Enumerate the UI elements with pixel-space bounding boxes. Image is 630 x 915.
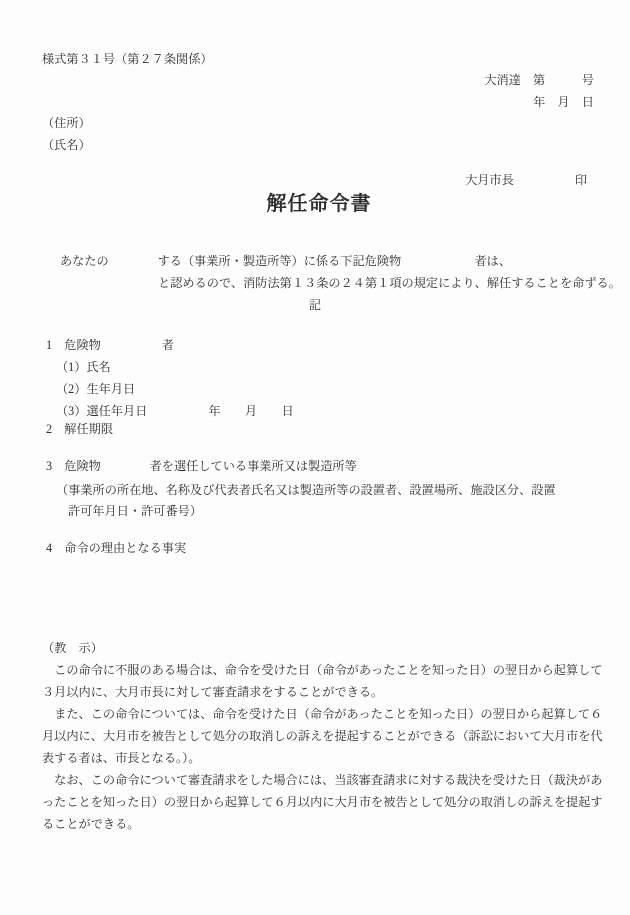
instruction-line: 月以内に、大月市を被告として処分の取消しの訴えを提起することができる（訴訟において大月市を代 xyxy=(42,729,603,743)
issuer-label: 大月市長 xyxy=(465,173,514,187)
item-1-sub-name: （1）氏名 xyxy=(56,360,111,374)
instruction-line: 表する者は、市長となる。）。 xyxy=(42,751,201,765)
item-2-dismissal-deadline: 2 解任期限 xyxy=(46,422,114,436)
ki-marker: 記 xyxy=(308,298,322,312)
body-line-1: あなたの する（事業所・製造所等）に係る下記危険物 者は、 xyxy=(60,254,511,268)
body-line-2: と認めるので、消防法第１３条の２４第１項の規定により、解任することを命ずる。 xyxy=(158,276,621,290)
date-line: 年 月 日 xyxy=(533,95,594,109)
instruction-line: この命令に不服のある場合は、命令を受けた日（命令があったことを知った日）の翌日から起算して xyxy=(42,663,603,677)
item-1-hazmat-person: 1 危険物 者 xyxy=(46,338,174,352)
seal-placeholder: 印 xyxy=(574,173,587,187)
address-label: （住所） xyxy=(42,116,91,130)
item-4-facts-for-order: 4 命令の理由となる事実 xyxy=(46,541,187,555)
instruction-line: ったことを知った日）の翌日から起算して６月以内に大月市を被告として処分の取消しの訴えを提起す xyxy=(42,795,603,809)
doc-number-line: 大消達 第 号 xyxy=(484,73,594,87)
instruction-line: また、この命令については、命令を受けた日（命令があったことを知った日）の翌日から起算して６ xyxy=(42,707,603,721)
page-title: 解任命令書 xyxy=(266,193,372,215)
item-3-note-line-1: （事業所の所在地、名称及び代表者氏名又は製造所等の設置者、設置場所、施設区分、設置 xyxy=(56,483,556,497)
item-3-business-site: 3 危険物 者を選任している事業所又は製造所等 xyxy=(46,459,357,473)
instruction-line: なお、この命令について審査請求をした場合には、当該審査請求に対する裁決を受けた日（裁決があ xyxy=(42,773,603,787)
form-number: 様式第３１号（第２７条関係） xyxy=(42,52,213,66)
instruction-line: ３月以内に、大月市長に対して審査請求をすることができる。 xyxy=(42,685,384,699)
instruction-line: ることができる。 xyxy=(42,817,140,831)
item-1-sub-appointment-date: （3）選任年月日 年 月 日 xyxy=(56,404,294,418)
name-label: （氏名） xyxy=(42,138,91,152)
instruction-heading: （教 示） xyxy=(42,641,103,655)
item-1-sub-birthdate: （2）生年月日 xyxy=(56,382,136,396)
item-3-note-line-2: 許可年月日・許可番号） xyxy=(68,504,203,518)
